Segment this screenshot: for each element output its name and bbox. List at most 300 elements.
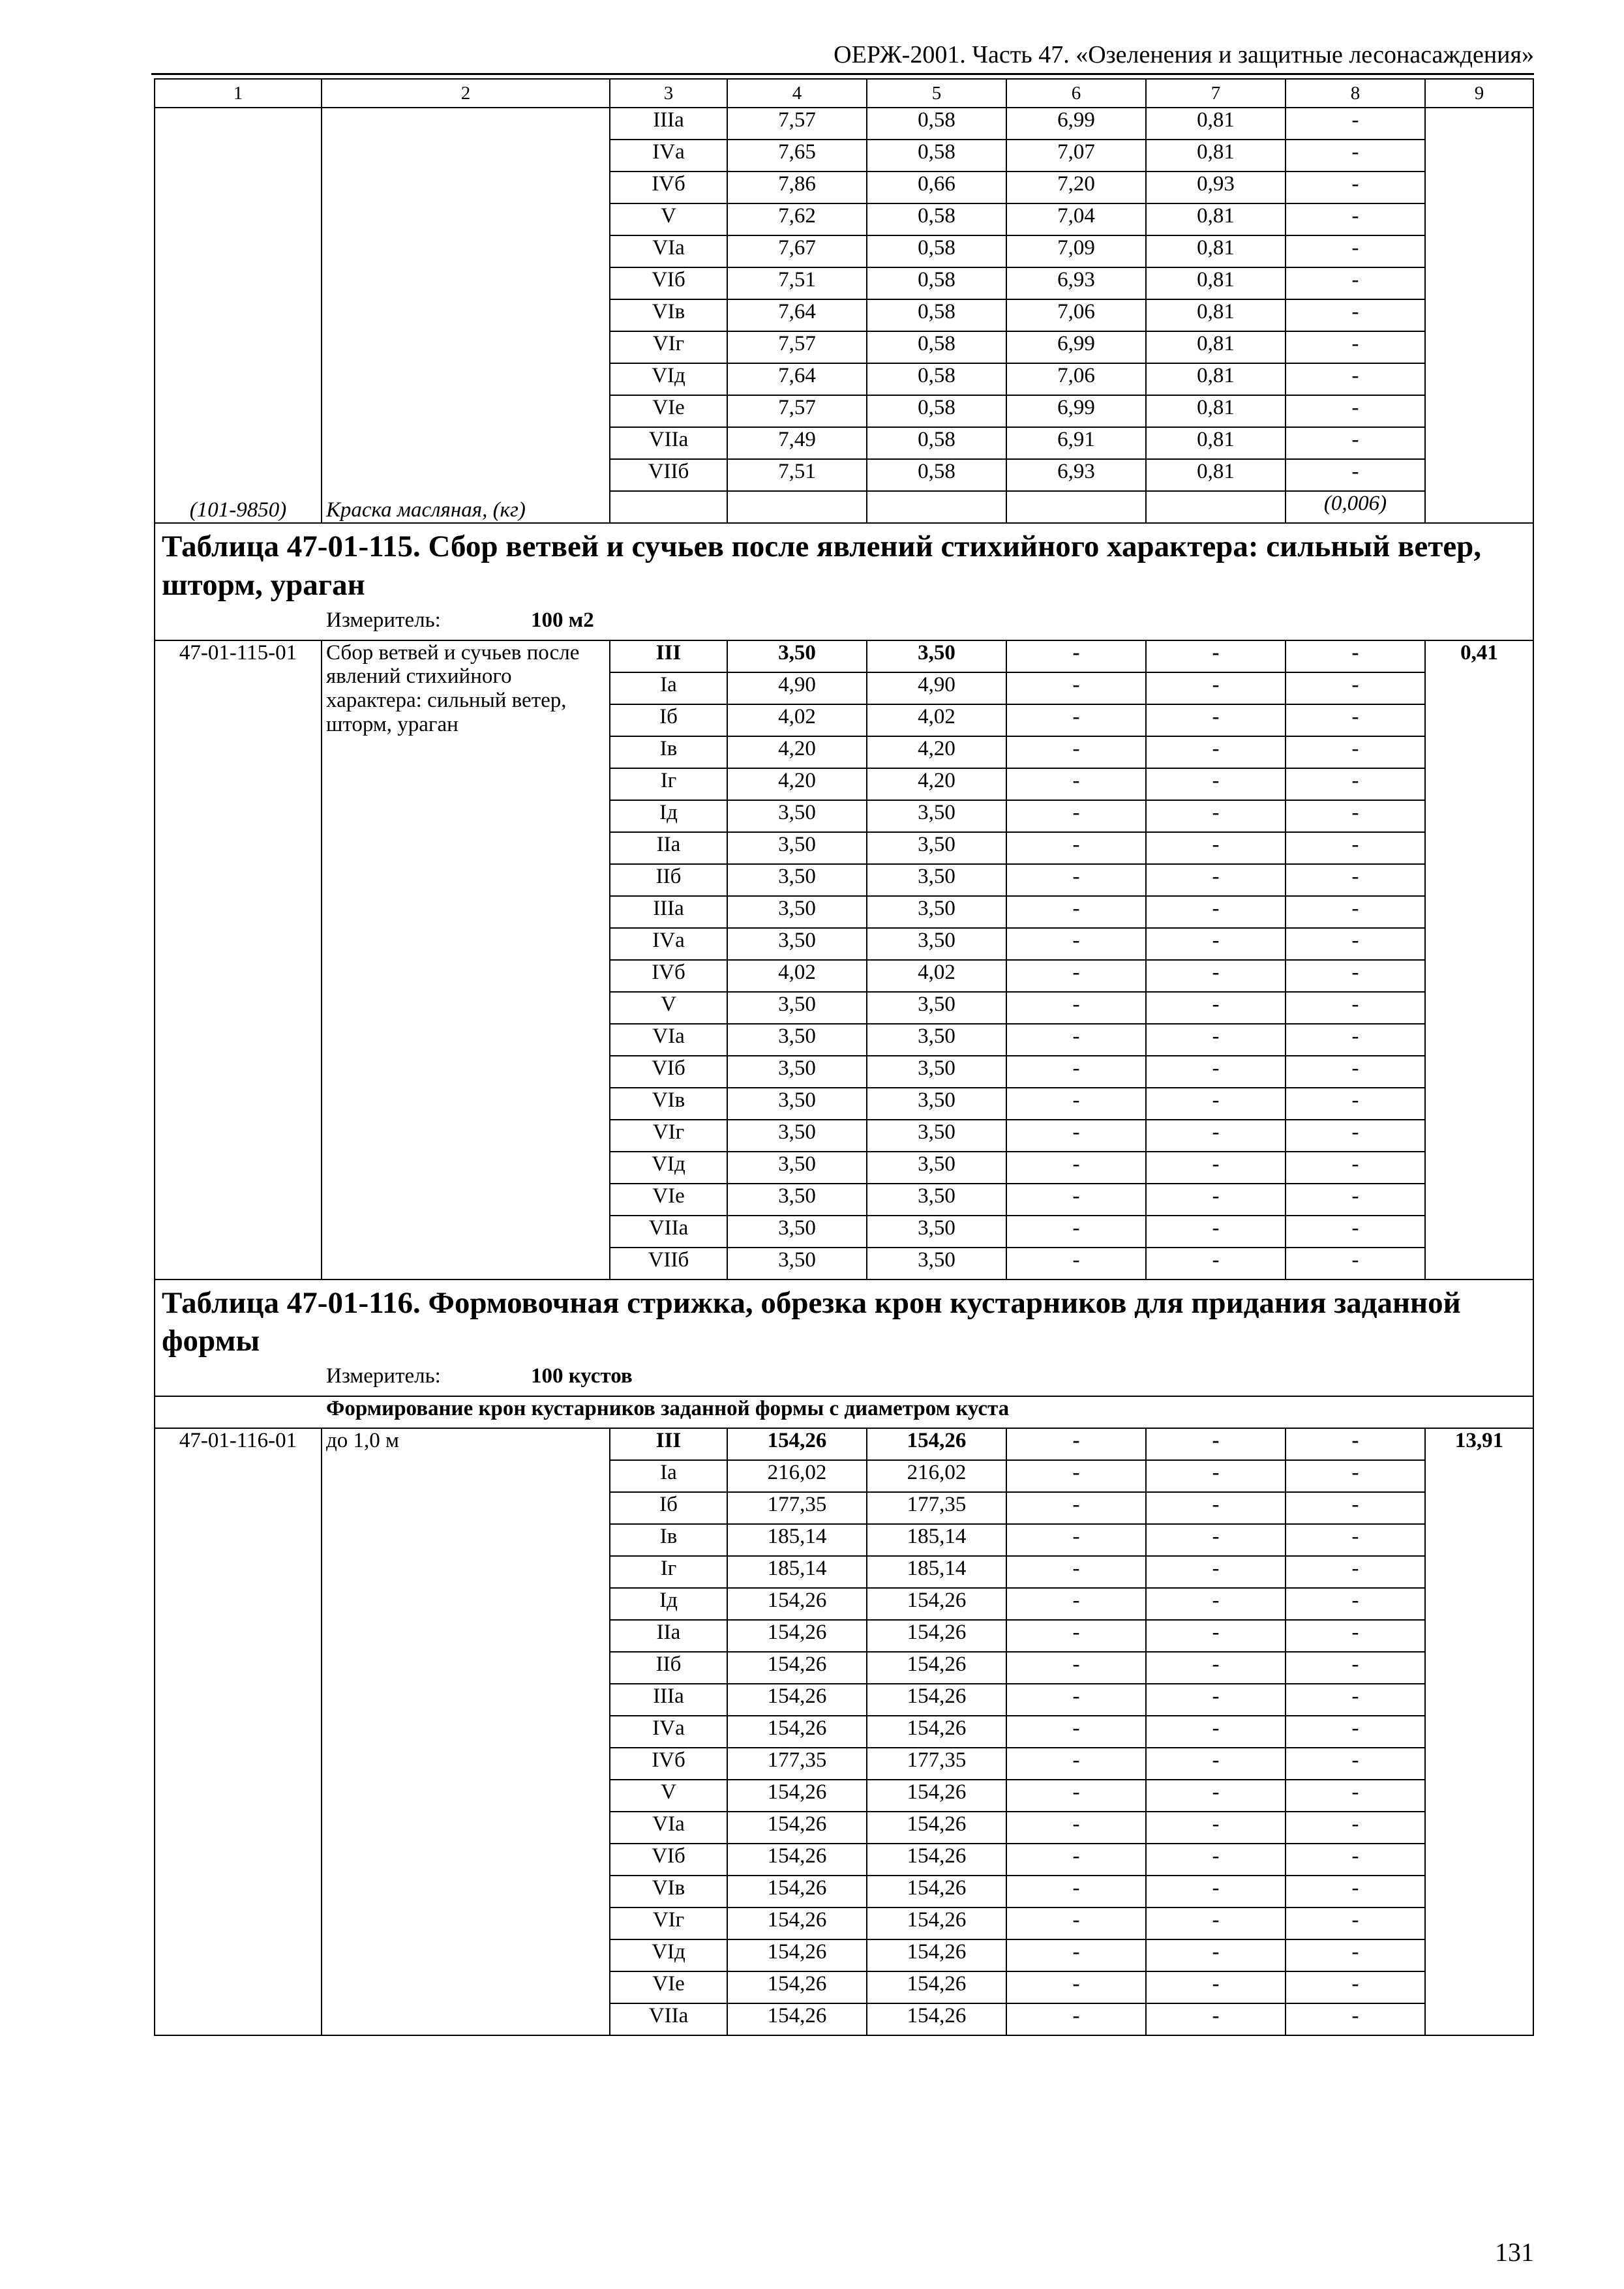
value-cell: - (1286, 140, 1425, 172)
header-rule (151, 73, 1534, 75)
value-cell: 154,26 (867, 1844, 1006, 1876)
value-cell: 3,50 (727, 1120, 867, 1152)
value-cell: 154,26 (867, 1908, 1006, 1939)
value-cell: 7,67 (727, 235, 867, 267)
zone-cell: IIб (610, 864, 727, 896)
value-cell: - (1286, 363, 1425, 395)
value-cell: - (1286, 2003, 1425, 2035)
value-cell: - (1006, 1876, 1146, 1908)
value-cell: 0,58 (867, 427, 1006, 459)
col9-value: 13,91 (1425, 1428, 1533, 2035)
zone-cell: VIв (610, 1876, 727, 1908)
value-cell: - (1006, 1684, 1146, 1716)
value-cell: 154,26 (727, 1684, 867, 1716)
value-cell: - (1286, 1120, 1425, 1152)
empty-cell (1146, 491, 1286, 523)
zone-cell: IIIа (610, 896, 727, 928)
value-cell: - (1286, 172, 1425, 203)
zone-cell: III (610, 640, 727, 672)
measure-cell (155, 1364, 1533, 1396)
zone-cell: V (610, 1780, 727, 1812)
zone-cell: IVа (610, 928, 727, 960)
value-cell: 154,26 (727, 1620, 867, 1652)
zone-cell: VIг (610, 1908, 727, 1939)
value-cell: 0,81 (1146, 427, 1286, 459)
zone-cell: Iв (610, 736, 727, 768)
value-cell: 3,50 (727, 640, 867, 672)
column-number: 3 (610, 79, 727, 108)
value-cell: - (1286, 832, 1425, 864)
measure-row (155, 608, 1533, 640)
value-cell: 0,58 (867, 235, 1006, 267)
empty-cell (610, 491, 727, 523)
value-cell: - (1146, 896, 1286, 928)
value-cell: 7,62 (727, 203, 867, 235)
zone-cell: VIе (610, 1184, 727, 1216)
value-cell: 185,14 (727, 1524, 867, 1556)
zone-cell: Iв (610, 1524, 727, 1556)
zone-cell: VIб (610, 1056, 727, 1088)
zone-cell: Iг (610, 1556, 727, 1588)
value-cell: 0,81 (1146, 331, 1286, 363)
value-cell: 7,09 (1006, 235, 1146, 267)
zone-cell: IVб (610, 1748, 727, 1780)
value-cell: - (1286, 1428, 1425, 1460)
value-cell: - (1006, 832, 1146, 864)
value-cell: - (1146, 1908, 1286, 1939)
value-cell: - (1146, 1056, 1286, 1088)
value-cell: - (1006, 768, 1146, 800)
value-cell: - (1286, 299, 1425, 331)
value-cell: 154,26 (867, 1812, 1006, 1844)
value-cell: 7,64 (727, 299, 867, 331)
value-cell: - (1286, 704, 1425, 736)
value-cell: 0,81 (1146, 395, 1286, 427)
zone-cell: VIв (610, 1088, 727, 1120)
value-cell: 4,20 (867, 736, 1006, 768)
value-cell: - (1146, 1524, 1286, 1556)
value-cell: - (1006, 1492, 1146, 1524)
value-cell: - (1146, 2003, 1286, 2035)
value-cell: - (1286, 1588, 1425, 1620)
value-cell: - (1146, 1876, 1286, 1908)
value-cell: 7,86 (727, 172, 867, 203)
value-cell: - (1006, 1056, 1146, 1088)
value-cell: - (1286, 1184, 1425, 1216)
value-cell: 7,57 (727, 108, 867, 140)
value-cell: 154,26 (727, 1971, 867, 2003)
value-cell: - (1146, 1748, 1286, 1780)
value-cell: - (1146, 1024, 1286, 1056)
zone-cell: VIб (610, 1844, 727, 1876)
value-cell: - (1146, 704, 1286, 736)
zone-cell: Iа (610, 1460, 727, 1492)
zone-cell: Iб (610, 1492, 727, 1524)
value-cell: - (1286, 1216, 1425, 1248)
value-cell: 154,26 (867, 1716, 1006, 1748)
value-cell: - (1146, 736, 1286, 768)
value-cell: - (1006, 1460, 1146, 1492)
value-cell: 154,26 (727, 1812, 867, 1844)
value-cell: 0,58 (867, 267, 1006, 299)
value-cell: - (1146, 832, 1286, 864)
zone-cell: IVа (610, 1716, 727, 1748)
value-cell: - (1006, 1120, 1146, 1152)
value-cell: - (1006, 992, 1146, 1024)
value-cell: - (1006, 1524, 1146, 1556)
value-cell: 154,26 (867, 2003, 1006, 2035)
value-cell: - (1146, 1588, 1286, 1620)
measure-value: 100 кустов (531, 1364, 633, 1388)
value-cell: 4,02 (727, 960, 867, 992)
value-cell: - (1146, 1716, 1286, 1748)
value-cell: - (1286, 896, 1425, 928)
value-cell: 7,65 (727, 140, 867, 172)
value-cell: - (1286, 768, 1425, 800)
value-cell: 3,50 (867, 1184, 1006, 1216)
value-cell: - (1006, 896, 1146, 928)
value-cell: - (1146, 960, 1286, 992)
column-number: 1 (155, 79, 322, 108)
value-cell: 3,50 (867, 832, 1006, 864)
value-cell: 154,26 (867, 1620, 1006, 1652)
value-cell: - (1006, 672, 1146, 704)
value-cell: 177,35 (727, 1492, 867, 1524)
value-cell: 7,06 (1006, 299, 1146, 331)
value-cell: 7,07 (1006, 140, 1146, 172)
zone-cell: VIIа (610, 427, 727, 459)
value-cell: - (1146, 1152, 1286, 1184)
table-row (155, 1428, 1533, 1460)
value-cell: 154,26 (727, 1876, 867, 1908)
value-cell: - (1146, 1216, 1286, 1248)
value-cell: - (1286, 864, 1425, 896)
value-cell: 6,99 (1006, 395, 1146, 427)
col9-value (1425, 108, 1533, 523)
value-cell: 154,26 (727, 1939, 867, 1971)
zone-cell: VIб (610, 267, 727, 299)
value-cell: 154,26 (867, 1652, 1006, 1684)
value-cell: - (1286, 267, 1425, 299)
value-cell: 154,26 (867, 1971, 1006, 2003)
value-cell: 3,50 (727, 992, 867, 1024)
value-cell: - (1146, 1939, 1286, 1971)
value-cell: 3,50 (727, 1184, 867, 1216)
empty-cell (1006, 491, 1146, 523)
value-cell: - (1146, 1844, 1286, 1876)
value-cell: - (1146, 1248, 1286, 1279)
rate-name: Краска масляная, (кг) (322, 108, 610, 523)
value-cell: - (1286, 1748, 1425, 1780)
value-cell: 0,81 (1146, 235, 1286, 267)
value-cell: 154,26 (727, 1780, 867, 1812)
column-number: 5 (867, 79, 1006, 108)
value-cell: - (1286, 1556, 1425, 1588)
value-cell: 154,26 (727, 1588, 867, 1620)
value-cell: - (1286, 1492, 1425, 1524)
column-number: 4 (727, 79, 867, 108)
rate-code: (101-9850) (155, 108, 322, 523)
value-cell: 3,50 (867, 1120, 1006, 1152)
value-cell: - (1286, 395, 1425, 427)
value-cell: - (1286, 1780, 1425, 1812)
zone-cell: Iб (610, 704, 727, 736)
value-cell: 0,81 (1146, 299, 1286, 331)
value-cell: - (1006, 1024, 1146, 1056)
value-cell: - (1286, 108, 1425, 140)
value-cell: 3,50 (867, 1152, 1006, 1184)
value-cell: - (1006, 1652, 1146, 1684)
value-cell: - (1006, 1152, 1146, 1184)
value-cell: 3,50 (867, 1056, 1006, 1088)
value-cell: - (1286, 1716, 1425, 1748)
value-cell: - (1286, 1971, 1425, 2003)
rate-code: 47-01-115-01 (155, 640, 322, 1279)
value-cell: 154,26 (727, 1716, 867, 1748)
value-cell: - (1006, 1556, 1146, 1588)
column-number: 6 (1006, 79, 1146, 108)
value-cell: - (1006, 2003, 1146, 2035)
value-cell: 7,20 (1006, 172, 1146, 203)
value-cell: 3,50 (867, 1248, 1006, 1279)
value-cell: - (1146, 800, 1286, 832)
value-cell: - (1146, 928, 1286, 960)
value-cell: 177,35 (867, 1748, 1006, 1780)
value-cell: 3,50 (727, 896, 867, 928)
value-cell: 0,81 (1146, 267, 1286, 299)
value-cell: 177,35 (867, 1492, 1006, 1524)
zone-cell: V (610, 203, 727, 235)
value-cell: 7,51 (727, 267, 867, 299)
value-cell: 154,26 (727, 1908, 867, 1939)
value-cell: - (1146, 672, 1286, 704)
value-cell: - (1286, 1684, 1425, 1716)
zone-cell: VIIб (610, 1248, 727, 1279)
value-cell: - (1146, 1684, 1286, 1716)
value-cell: - (1006, 1248, 1146, 1279)
value-cell: - (1006, 1588, 1146, 1620)
value-cell: (0,006) (1286, 491, 1425, 523)
zone-cell: VIд (610, 363, 727, 395)
value-cell: 3,50 (867, 640, 1006, 672)
zone-cell: Iд (610, 1588, 727, 1620)
value-cell: 3,50 (727, 1056, 867, 1088)
value-cell: - (1146, 1184, 1286, 1216)
value-cell: 154,26 (867, 1876, 1006, 1908)
column-number-row (155, 79, 1533, 108)
zone-cell: VIе (610, 395, 727, 427)
value-cell: - (1006, 1716, 1146, 1748)
zone-cell: IIа (610, 1620, 727, 1652)
value-cell: 4,02 (867, 960, 1006, 992)
value-cell: 4,20 (727, 768, 867, 800)
value-cell: 154,26 (867, 1684, 1006, 1716)
value-cell: - (1006, 1088, 1146, 1120)
value-cell: - (1146, 864, 1286, 896)
value-cell: - (1286, 459, 1425, 491)
value-cell: - (1286, 1620, 1425, 1652)
value-cell: 0,81 (1146, 363, 1286, 395)
value-cell: 154,26 (727, 1844, 867, 1876)
value-cell: 0,58 (867, 331, 1006, 363)
value-cell: - (1146, 1620, 1286, 1652)
value-cell: 3,50 (727, 1152, 867, 1184)
value-cell: - (1286, 1844, 1425, 1876)
value-cell: - (1006, 1780, 1146, 1812)
value-cell: 4,02 (727, 704, 867, 736)
measure-label: Измеритель: (326, 608, 441, 632)
value-cell: 0,81 (1146, 459, 1286, 491)
value-cell: 0,58 (867, 395, 1006, 427)
value-cell: - (1006, 1812, 1146, 1844)
value-cell: - (1006, 1428, 1146, 1460)
value-cell: 0,58 (867, 299, 1006, 331)
value-cell: 6,91 (1006, 427, 1146, 459)
value-cell: 216,02 (867, 1460, 1006, 1492)
zone-cell: VIIб (610, 459, 727, 491)
value-cell: 185,14 (867, 1524, 1006, 1556)
rate-name: до 1,0 м (322, 1428, 610, 2035)
value-cell: 0,81 (1146, 203, 1286, 235)
column-number: 8 (1286, 79, 1425, 108)
value-cell: 0,81 (1146, 108, 1286, 140)
value-cell: 7,64 (727, 363, 867, 395)
value-cell: 0,58 (867, 140, 1006, 172)
empty-cell (727, 491, 867, 523)
zone-cell: III (610, 1428, 727, 1460)
value-cell: - (1286, 1812, 1425, 1844)
value-cell: 4,90 (867, 672, 1006, 704)
value-cell: - (1286, 1876, 1425, 1908)
value-cell: 154,26 (867, 1939, 1006, 1971)
value-cell: - (1286, 1152, 1425, 1184)
page-header: ОЕРЖ-2001. Часть 47. «Озеленения и защитные лесонасаждения» (834, 41, 1534, 68)
table-row (155, 108, 1533, 140)
section-title: Таблица 47-01-116. Формовочная стрижка, обрезка крон кустарников для придания заданной формы (155, 1279, 1533, 1365)
subheading: Формирование крон кустарников заданной формы с диаметром куста (155, 1396, 1533, 1428)
zone-cell: Iа (610, 672, 727, 704)
measure-row (155, 1364, 1533, 1396)
value-cell: 185,14 (867, 1556, 1006, 1588)
value-cell: - (1286, 1939, 1425, 1971)
value-cell: - (1006, 1844, 1146, 1876)
zone-cell: VIа (610, 1024, 727, 1056)
value-cell: 3,50 (727, 1248, 867, 1279)
value-cell: 154,26 (867, 1588, 1006, 1620)
value-cell: - (1146, 640, 1286, 672)
value-cell: 0,93 (1146, 172, 1286, 203)
rates-table (154, 78, 1534, 2036)
value-cell: 154,26 (867, 1780, 1006, 1812)
value-cell: 3,50 (867, 1088, 1006, 1120)
value-cell: 3,50 (867, 1024, 1006, 1056)
value-cell: - (1286, 427, 1425, 459)
zone-cell: VIд (610, 1152, 727, 1184)
value-cell: - (1286, 331, 1425, 363)
column-number: 9 (1425, 79, 1533, 108)
value-cell: - (1146, 1556, 1286, 1588)
page-number: 131 (1495, 2237, 1534, 2267)
value-cell: 7,57 (727, 395, 867, 427)
value-cell: - (1286, 1056, 1425, 1088)
value-cell: - (1286, 1460, 1425, 1492)
value-cell: - (1146, 1460, 1286, 1492)
value-cell: - (1286, 1248, 1425, 1279)
measure-cell (155, 608, 1533, 640)
zone-cell: VIе (610, 1971, 727, 2003)
value-cell: 3,50 (867, 992, 1006, 1024)
value-cell: - (1286, 672, 1425, 704)
table-row (155, 640, 1533, 672)
col9-value: 0,41 (1425, 640, 1533, 1279)
value-cell: - (1286, 1652, 1425, 1684)
column-number: 2 (322, 79, 610, 108)
value-cell: - (1286, 1024, 1425, 1056)
value-cell: 0,81 (1146, 140, 1286, 172)
value-cell: - (1006, 928, 1146, 960)
value-cell: 3,50 (727, 800, 867, 832)
zone-cell: IIIа (610, 1684, 727, 1716)
value-cell: - (1286, 928, 1425, 960)
column-number: 7 (1146, 79, 1286, 108)
value-cell: - (1146, 1812, 1286, 1844)
zone-cell: VIа (610, 1812, 727, 1844)
value-cell: 177,35 (727, 1748, 867, 1780)
zone-cell: VIг (610, 331, 727, 363)
value-cell: - (1286, 235, 1425, 267)
value-cell: - (1006, 1216, 1146, 1248)
value-cell: - (1286, 800, 1425, 832)
value-cell: - (1146, 1652, 1286, 1684)
zone-cell: VIIа (610, 2003, 727, 2035)
value-cell: 6,99 (1006, 108, 1146, 140)
zone-cell: V (610, 992, 727, 1024)
value-cell: 154,26 (867, 1428, 1006, 1460)
zone-cell: IIIа (610, 108, 727, 140)
value-cell: - (1146, 1088, 1286, 1120)
section-title-row (155, 523, 1533, 608)
zone-cell: IVб (610, 172, 727, 203)
value-cell: 185,14 (727, 1556, 867, 1588)
value-cell: - (1146, 1780, 1286, 1812)
value-cell: 7,51 (727, 459, 867, 491)
value-cell: 4,90 (727, 672, 867, 704)
value-cell: 0,58 (867, 363, 1006, 395)
value-cell: 3,50 (867, 800, 1006, 832)
value-cell: 3,50 (727, 832, 867, 864)
value-cell: 0,58 (867, 203, 1006, 235)
rate-code: 47-01-116-01 (155, 1428, 322, 2035)
zone-cell: VIа (610, 235, 727, 267)
value-cell: 3,50 (867, 1216, 1006, 1248)
value-cell: 4,20 (867, 768, 1006, 800)
value-cell: 154,26 (727, 1428, 867, 1460)
empty-cell (867, 491, 1006, 523)
zone-cell: VIв (610, 299, 727, 331)
zone-cell: Iд (610, 800, 727, 832)
value-cell: 6,99 (1006, 331, 1146, 363)
value-cell: - (1006, 800, 1146, 832)
value-cell: - (1286, 992, 1425, 1024)
value-cell: 3,50 (867, 928, 1006, 960)
value-cell: 4,20 (727, 736, 867, 768)
value-cell: - (1146, 1120, 1286, 1152)
value-cell: - (1146, 992, 1286, 1024)
value-cell: - (1146, 1971, 1286, 2003)
zone-cell: IVа (610, 140, 727, 172)
value-cell: - (1146, 768, 1286, 800)
value-cell: 6,93 (1006, 459, 1146, 491)
